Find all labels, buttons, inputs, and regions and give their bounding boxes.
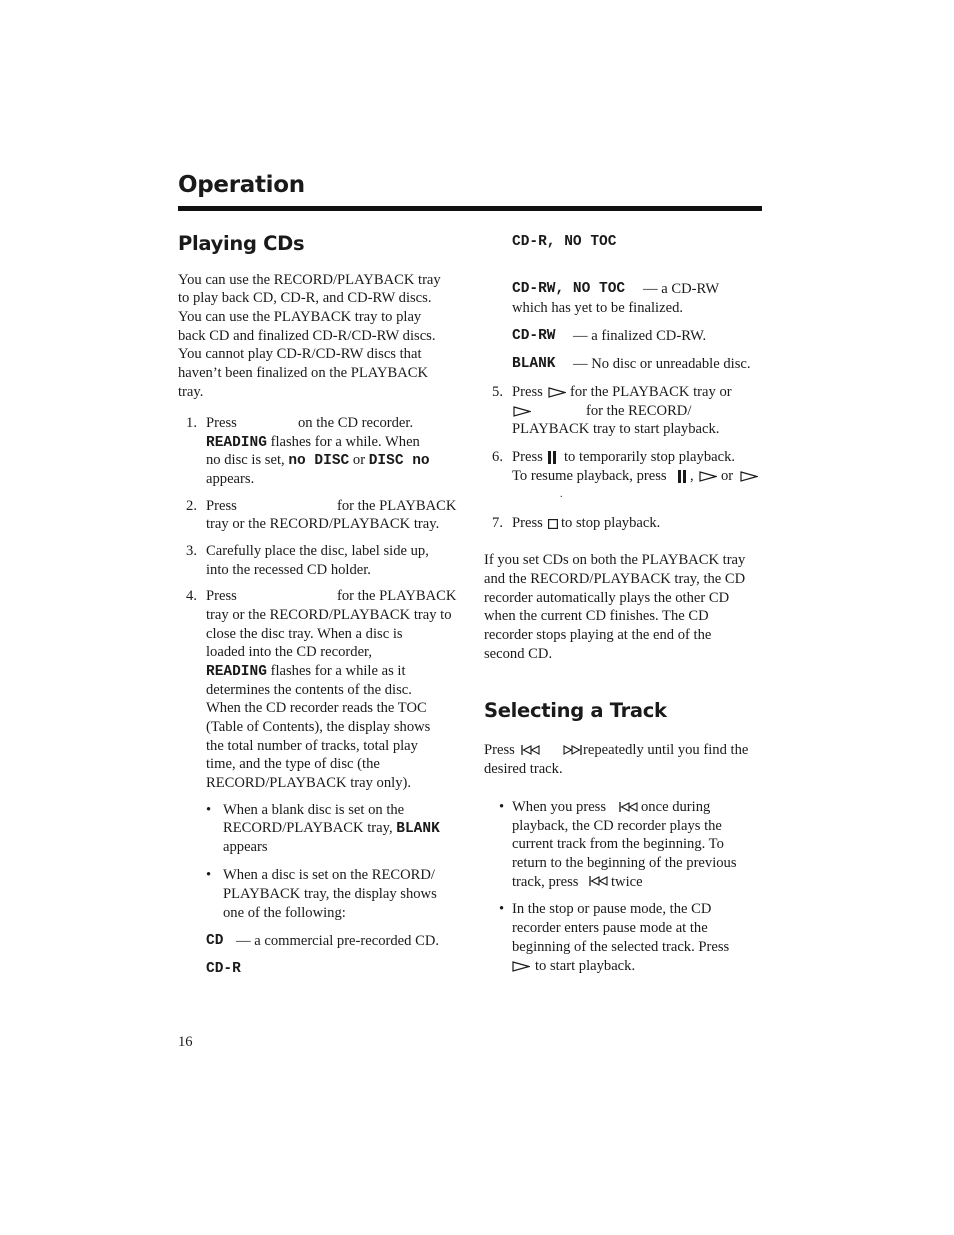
skip-back-icon [589, 876, 609, 886]
play-icon [699, 471, 717, 482]
play-icon [512, 961, 530, 972]
display-cd: CD [206, 933, 224, 949]
step-text: Carefully place the disc, label side up, [206, 543, 429, 559]
step-text: RECORD/PLAYBACK tray only). [206, 775, 412, 791]
intro-line: back CD and finalized CD-R/CD-RW discs. [178, 328, 436, 344]
step-text: determines the contents of the disc. [206, 682, 412, 698]
bullet-line [223, 819, 440, 839]
bullet-text: once during [641, 799, 711, 815]
step-line [206, 433, 420, 453]
step-number: 5. [492, 384, 503, 400]
pause-icon [678, 470, 686, 483]
display-reading: READING [206, 435, 267, 451]
disc-type-desc: — No disc or unreadable disc. [573, 356, 751, 372]
bullet-text: beginning of the selected track. Press [512, 939, 730, 955]
step-text: for the PLAYBACK tray or [570, 384, 732, 400]
step-text: (Table of Contents), the display shows [206, 719, 431, 735]
step-text: tray or the RECORD/PLAYBACK tray to [206, 607, 452, 623]
step-text: Press [512, 384, 543, 400]
step-number: 4. [186, 588, 197, 604]
disc-type-desc: — a CD-RW [643, 281, 720, 297]
paragraph-line: recorder automatically plays the other CD [484, 590, 730, 606]
step-text: no disc is set, [206, 452, 285, 468]
section-heading-selecting: Selecting a Track [484, 699, 667, 722]
step-text: PLAYBACK tray to start playback. [512, 421, 720, 437]
step-text: close the disc tray. When a disc is [206, 626, 403, 642]
step-text: or [352, 452, 366, 468]
step-text: to stop playback. [561, 515, 661, 531]
step-number: 6. [492, 449, 503, 465]
bullet-icon: • [206, 867, 212, 883]
bullet-text: When a blank disc is set on the [223, 802, 405, 818]
step-text: to temporarily stop playback. [564, 449, 736, 465]
pause-icon [548, 451, 556, 464]
display-cd-rw: CD-RW [512, 328, 556, 344]
page-number: 16 [178, 1034, 193, 1050]
step-text: flashes for a while. When [270, 434, 420, 450]
bullet-text: In the stop or pause mode, the CD [512, 901, 712, 917]
display-blank: BLANK [512, 356, 556, 372]
step-text: Press [206, 415, 237, 431]
bullet-text: When a disc is set on the RECORD/ [223, 867, 435, 883]
intro-line: You can use the PLAYBACK tray to play [178, 309, 422, 325]
bullet-text: return to the beginning of the previous [512, 855, 737, 871]
bullet-text: When you press [512, 799, 607, 815]
step-text: for the RECORD/ [586, 403, 692, 419]
step-text: flashes for a while as it [270, 663, 406, 679]
step-text: time, and the type of disc (the [206, 756, 380, 772]
step-text: To resume playback, press [512, 468, 667, 484]
paragraph-line: and the RECORD/PLAYBACK tray, the CD [484, 571, 746, 587]
bullet-text: appears [223, 839, 268, 855]
step-text: Press [512, 515, 543, 531]
stop-icon [548, 519, 558, 529]
display-blank: BLANK [396, 821, 440, 837]
step-text: When the CD recorder reads the TOC [206, 700, 427, 716]
bullet-text: playback, the CD recorder plays the [512, 818, 722, 834]
skip-forward-icon [562, 745, 582, 755]
bullet-text: one of the following: [223, 905, 346, 921]
bullet-icon: • [499, 901, 505, 917]
paragraph-line: If you set CDs on both the PLAYBACK tray [484, 552, 746, 568]
step-text: for the PLAYBACK [337, 588, 457, 604]
bullet-text: to start playback. [535, 958, 636, 974]
step-text: Press [206, 498, 237, 514]
disc-type-desc: — a commercial pre-recorded CD. [236, 933, 440, 949]
intro-line: haven’t been finalized on the PLAYBACK [178, 365, 429, 381]
step-number: 1. [186, 415, 197, 431]
play-icon [740, 471, 758, 482]
paragraph-line: second CD. [484, 646, 553, 662]
paragraph-text: Press [484, 742, 515, 758]
step-text: or [721, 468, 734, 484]
bullet-icon: • [499, 799, 505, 815]
step-text: Press [512, 449, 543, 465]
disc-type-desc: — a finalized CD-RW. [573, 328, 707, 344]
step-text: for the PLAYBACK [337, 498, 457, 514]
step-text: on the CD recorder. [298, 415, 414, 431]
display-cd-r: CD-R [206, 961, 241, 977]
intro-line: to play back CD, CD-R, and CD-RW discs. [178, 290, 432, 306]
step-line [206, 662, 406, 682]
skip-back-icon [521, 745, 541, 755]
intro-line: You can use the RECORD/PLAYBACK tray [178, 272, 441, 288]
page-title: Operation [178, 172, 305, 198]
intro-line: tray. [178, 384, 204, 400]
step-text: Press [206, 588, 237, 604]
display-no-disc: no DISC [288, 453, 350, 469]
section-heading-playing: Playing CDs [178, 232, 305, 255]
step-text: appears. [206, 471, 255, 487]
skip-back-icon [619, 802, 639, 812]
step-text: the total number of tracks, total play [206, 738, 418, 754]
step-number: 2. [186, 498, 197, 514]
disc-type-desc: which has yet to be finalized. [512, 300, 684, 316]
step-number: 7. [492, 515, 503, 531]
step-number: 3. [186, 543, 197, 559]
step-text: , [690, 468, 694, 484]
step-text: into the recessed CD holder. [206, 562, 371, 578]
display-cd-rw-no-toc: CD-RW, NO TOC [512, 281, 626, 297]
bullet-text: RECORD/PLAYBACK tray, [223, 820, 393, 836]
title-rule [178, 206, 762, 211]
intro-line: You cannot play CD-R/CD-RW discs that [178, 346, 422, 362]
play-icon [513, 406, 531, 417]
display-disc-no: DISC no [368, 453, 430, 469]
bullet-text: twice [611, 874, 643, 890]
paragraph-line: when the current CD finishes. The CD [484, 608, 709, 624]
bullet-text: track, press [512, 874, 579, 890]
play-icon [548, 387, 566, 398]
step-line [206, 451, 430, 471]
step-text: . [560, 489, 563, 500]
bullet-text: PLAYBACK tray, the display shows [223, 886, 437, 902]
paragraph-text: repeatedly until you find the [583, 742, 749, 758]
display-reading: READING [206, 664, 267, 680]
step-text: tray or the RECORD/PLAYBACK tray. [206, 516, 440, 532]
paragraph-text: desired track. [484, 761, 563, 777]
display-cd-r-no-toc: CD-R, NO TOC [512, 234, 617, 250]
step-text: loaded into the CD recorder, [206, 644, 372, 660]
bullet-text: current track from the beginning. To [512, 836, 724, 852]
bullet-text: recorder enters pause mode at the [512, 920, 708, 936]
paragraph-line: recorder stops playing at the end of the [484, 627, 712, 643]
bullet-icon: • [206, 802, 212, 818]
